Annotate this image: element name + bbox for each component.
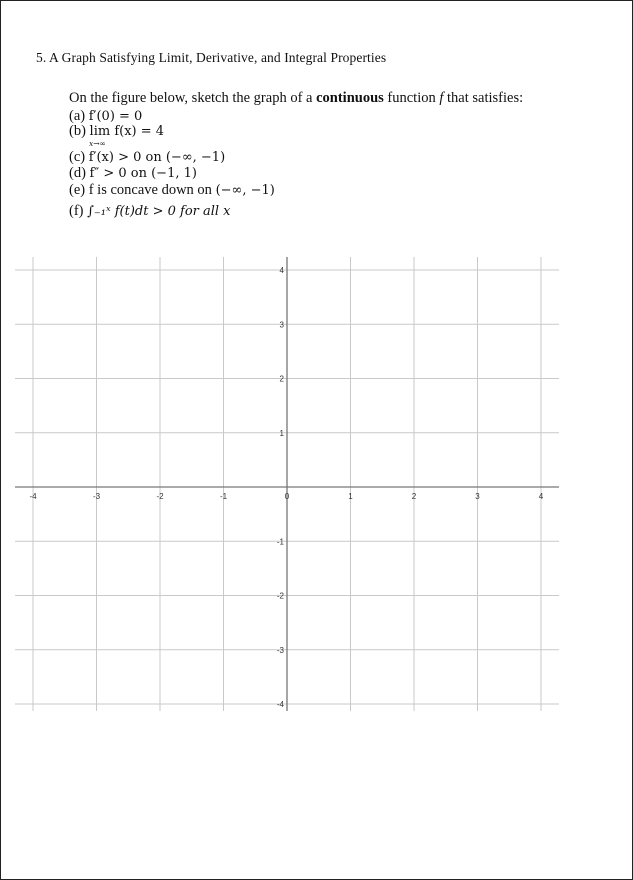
x-tick-label: 3 — [475, 492, 480, 501]
intro-bold: continuous — [316, 90, 384, 106]
limit-subscript: x→∞ — [89, 139, 106, 148]
intro-text-2: function — [383, 90, 440, 106]
intro-f: f — [439, 90, 444, 106]
x-tick-label: 4 — [538, 492, 544, 501]
x-tick-label: -4 — [29, 492, 37, 501]
condition-c: (c) f′(x) > 0 on (−∞, −1) — [69, 149, 226, 165]
y-tick-label: -2 — [276, 591, 284, 601]
y-tick-label: 4 — [279, 266, 284, 275]
condition-b: (b) lim f(x) = 4 — [69, 123, 165, 139]
y-tick-label: -4 — [276, 700, 284, 709]
intro-text: On the figure below, sketch the graph of a — [69, 90, 317, 106]
x-tick-label: 1 — [348, 492, 353, 501]
problem-title: 5. A Graph Satisfying Limit, Derivative, and Integral Properties — [36, 50, 387, 65]
y-tick-label: -3 — [276, 645, 284, 655]
x-tick-label: -1 — [219, 492, 228, 501]
intro-end: that satisfies: — [443, 90, 524, 106]
x-tick-label: 2 — [411, 492, 417, 501]
condition-d: (d) f″ > 0 on (−1, 1) — [69, 165, 197, 181]
y-tick-label: 3 — [279, 320, 284, 330]
condition-a: (a) f′(0) = 0 — [69, 108, 143, 124]
x-tick-label: 0 — [284, 492, 290, 501]
y-tick-label: -1 — [276, 537, 284, 547]
x-tick-label: -2 — [156, 492, 164, 501]
condition-e: (e) f is concave down on (−∞, −1) — [69, 182, 275, 198]
y-tick-label: 2 — [279, 374, 284, 384]
x-tick-label: -3 — [92, 492, 101, 501]
condition-f: (f) ∫₋₁ˣ f(t)dt > 0 for all x — [69, 203, 231, 219]
y-tick-label: 1 — [279, 428, 284, 438]
